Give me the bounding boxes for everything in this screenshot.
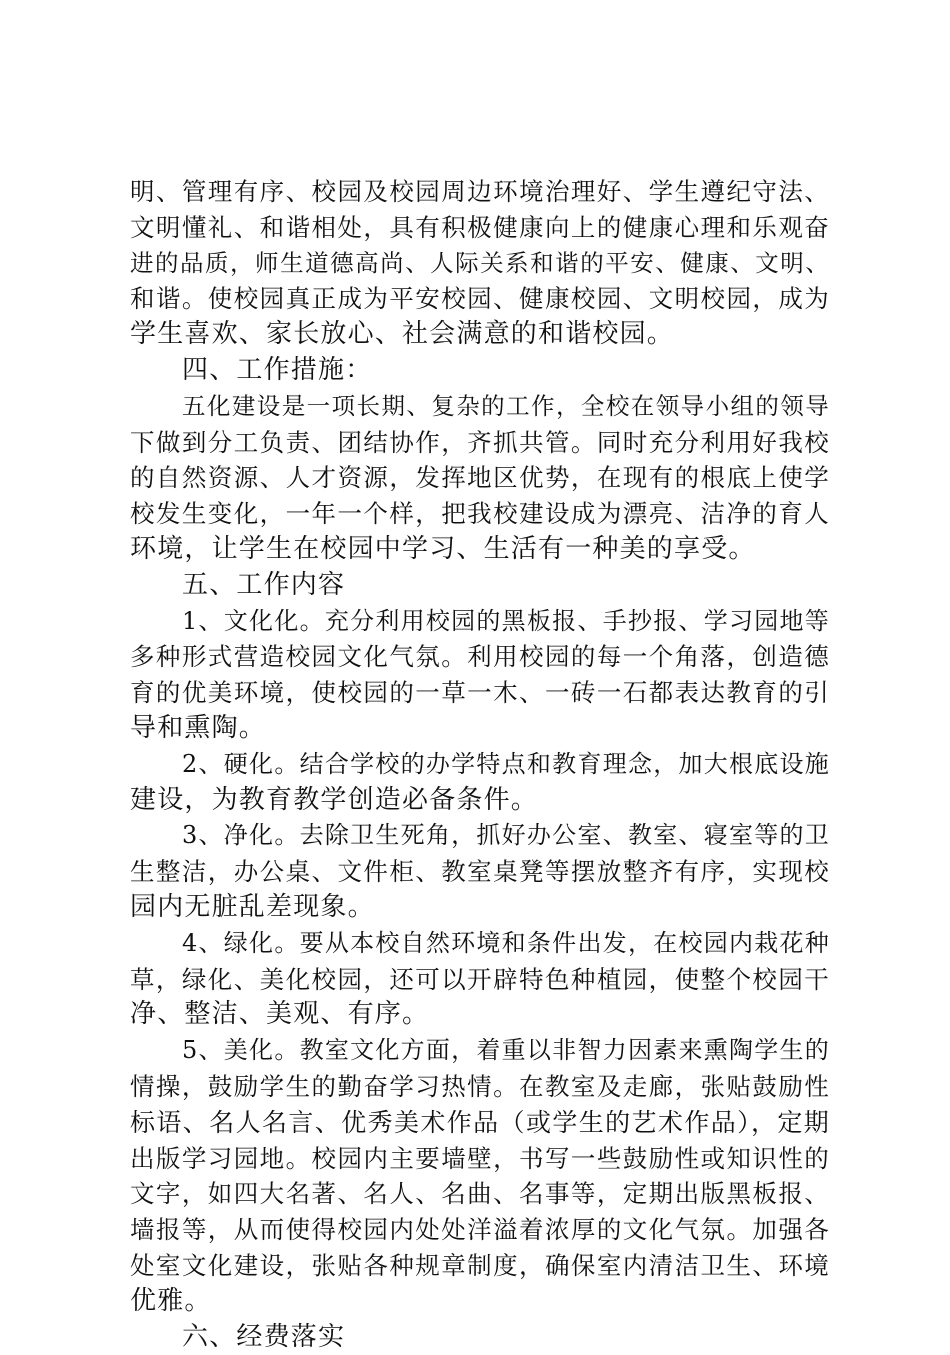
text-line: 优雅。: [130, 1284, 830, 1320]
section-heading-funding: 六、经费落实: [130, 1320, 830, 1355]
text-line: 下做到分工负责、团结协作，齐抓共管。同时充分利用好我校: [130, 425, 830, 461]
text-line: 2、硬化。结合学校的办学特点和教育理念，加大根底设施: [130, 747, 830, 783]
section-heading-measures: 四、工作措施：: [130, 353, 830, 389]
text-line: 的自然资源、人才资源，发挥地区优势，在现有的根底上使学: [130, 460, 830, 496]
text-line: 4、绿化。要从本校自然环境和条件出发，在校园内栽花种: [130, 926, 830, 962]
text-line: 1、文化化。充分利用校园的黑板报、手抄报、学习园地等: [130, 604, 830, 640]
text-line: 3、净化。去除卫生死角，抓好办公室、教室、寝室等的卫: [130, 818, 830, 854]
text-line: 和谐。使校园真正成为平安校园、健康校园、文明校园，成为: [130, 281, 830, 317]
text-line: 园内无脏乱差现象。: [130, 890, 830, 926]
text-line: 导和熏陶。: [130, 711, 830, 747]
text-line: 净、整洁、美观、有序。: [130, 997, 830, 1033]
text-line: 环境，让学生在校园中学习、生活有一种美的享受。: [130, 532, 830, 568]
document-body: [130, 174, 830, 1355]
text-line: 文明懂礼、和谐相处，具有积极健康向上的健康心理和乐观奋: [130, 210, 830, 246]
text-line: 进的品质，师生道德高尚、人际关系和谐的平安、健康、文明、: [130, 246, 830, 282]
text-line: 明、管理有序、校园及校园周边环境治理好、学生遵纪守法、: [130, 174, 830, 210]
text-line: 建设，为教育教学创造必备条件。: [130, 783, 830, 819]
text-line: 生整洁，办公桌、文件柜、教室桌凳等摆放整齐有序，实现校: [130, 854, 830, 890]
text-line: 处室文化建设，张贴各种规章制度，确保室内清洁卫生、环境: [130, 1248, 830, 1284]
text-line: 育的优美环境，使校园的一草一木、一砖一石都表达教育的引: [130, 675, 830, 711]
text-line: 墙报等，从而使得校园内处处洋溢着浓厚的文化气氛。加强各: [130, 1212, 830, 1248]
section-heading-content: 五、工作内容: [130, 568, 830, 604]
text-line: 出版学习园地。校园内主要墙壁，书写一些鼓励性或知识性的: [130, 1141, 830, 1177]
text-line: 5、美化。教室文化方面，着重以非智力因素来熏陶学生的: [130, 1033, 830, 1069]
text-line: 情操，鼓励学生的勤奋学习热情。在教室及走廊，张贴鼓励性: [130, 1069, 830, 1105]
text-line: 校发生变化，一年一个样，把我校建设成为漂亮、洁净的育人: [130, 496, 830, 532]
text-line: 五化建设是一项长期、复杂的工作，全校在领导小组的领导: [130, 389, 830, 425]
text-line: 草，绿化、美化校园，还可以开辟特色种植园，使整个校园干: [130, 962, 830, 998]
text-line: 标语、名人名言、优秀美术作品（或学生的艺术作品），定期: [130, 1105, 830, 1141]
text-line: 文字，如四大名著、名人、名曲、名事等，定期出版黑板报、: [130, 1176, 830, 1212]
text-line: 学生喜欢、家长放心、社会满意的和谐校园。: [130, 317, 830, 353]
text-line: 多种形式营造校园文化气氛。利用校园的每一个角落，创造德: [130, 639, 830, 675]
